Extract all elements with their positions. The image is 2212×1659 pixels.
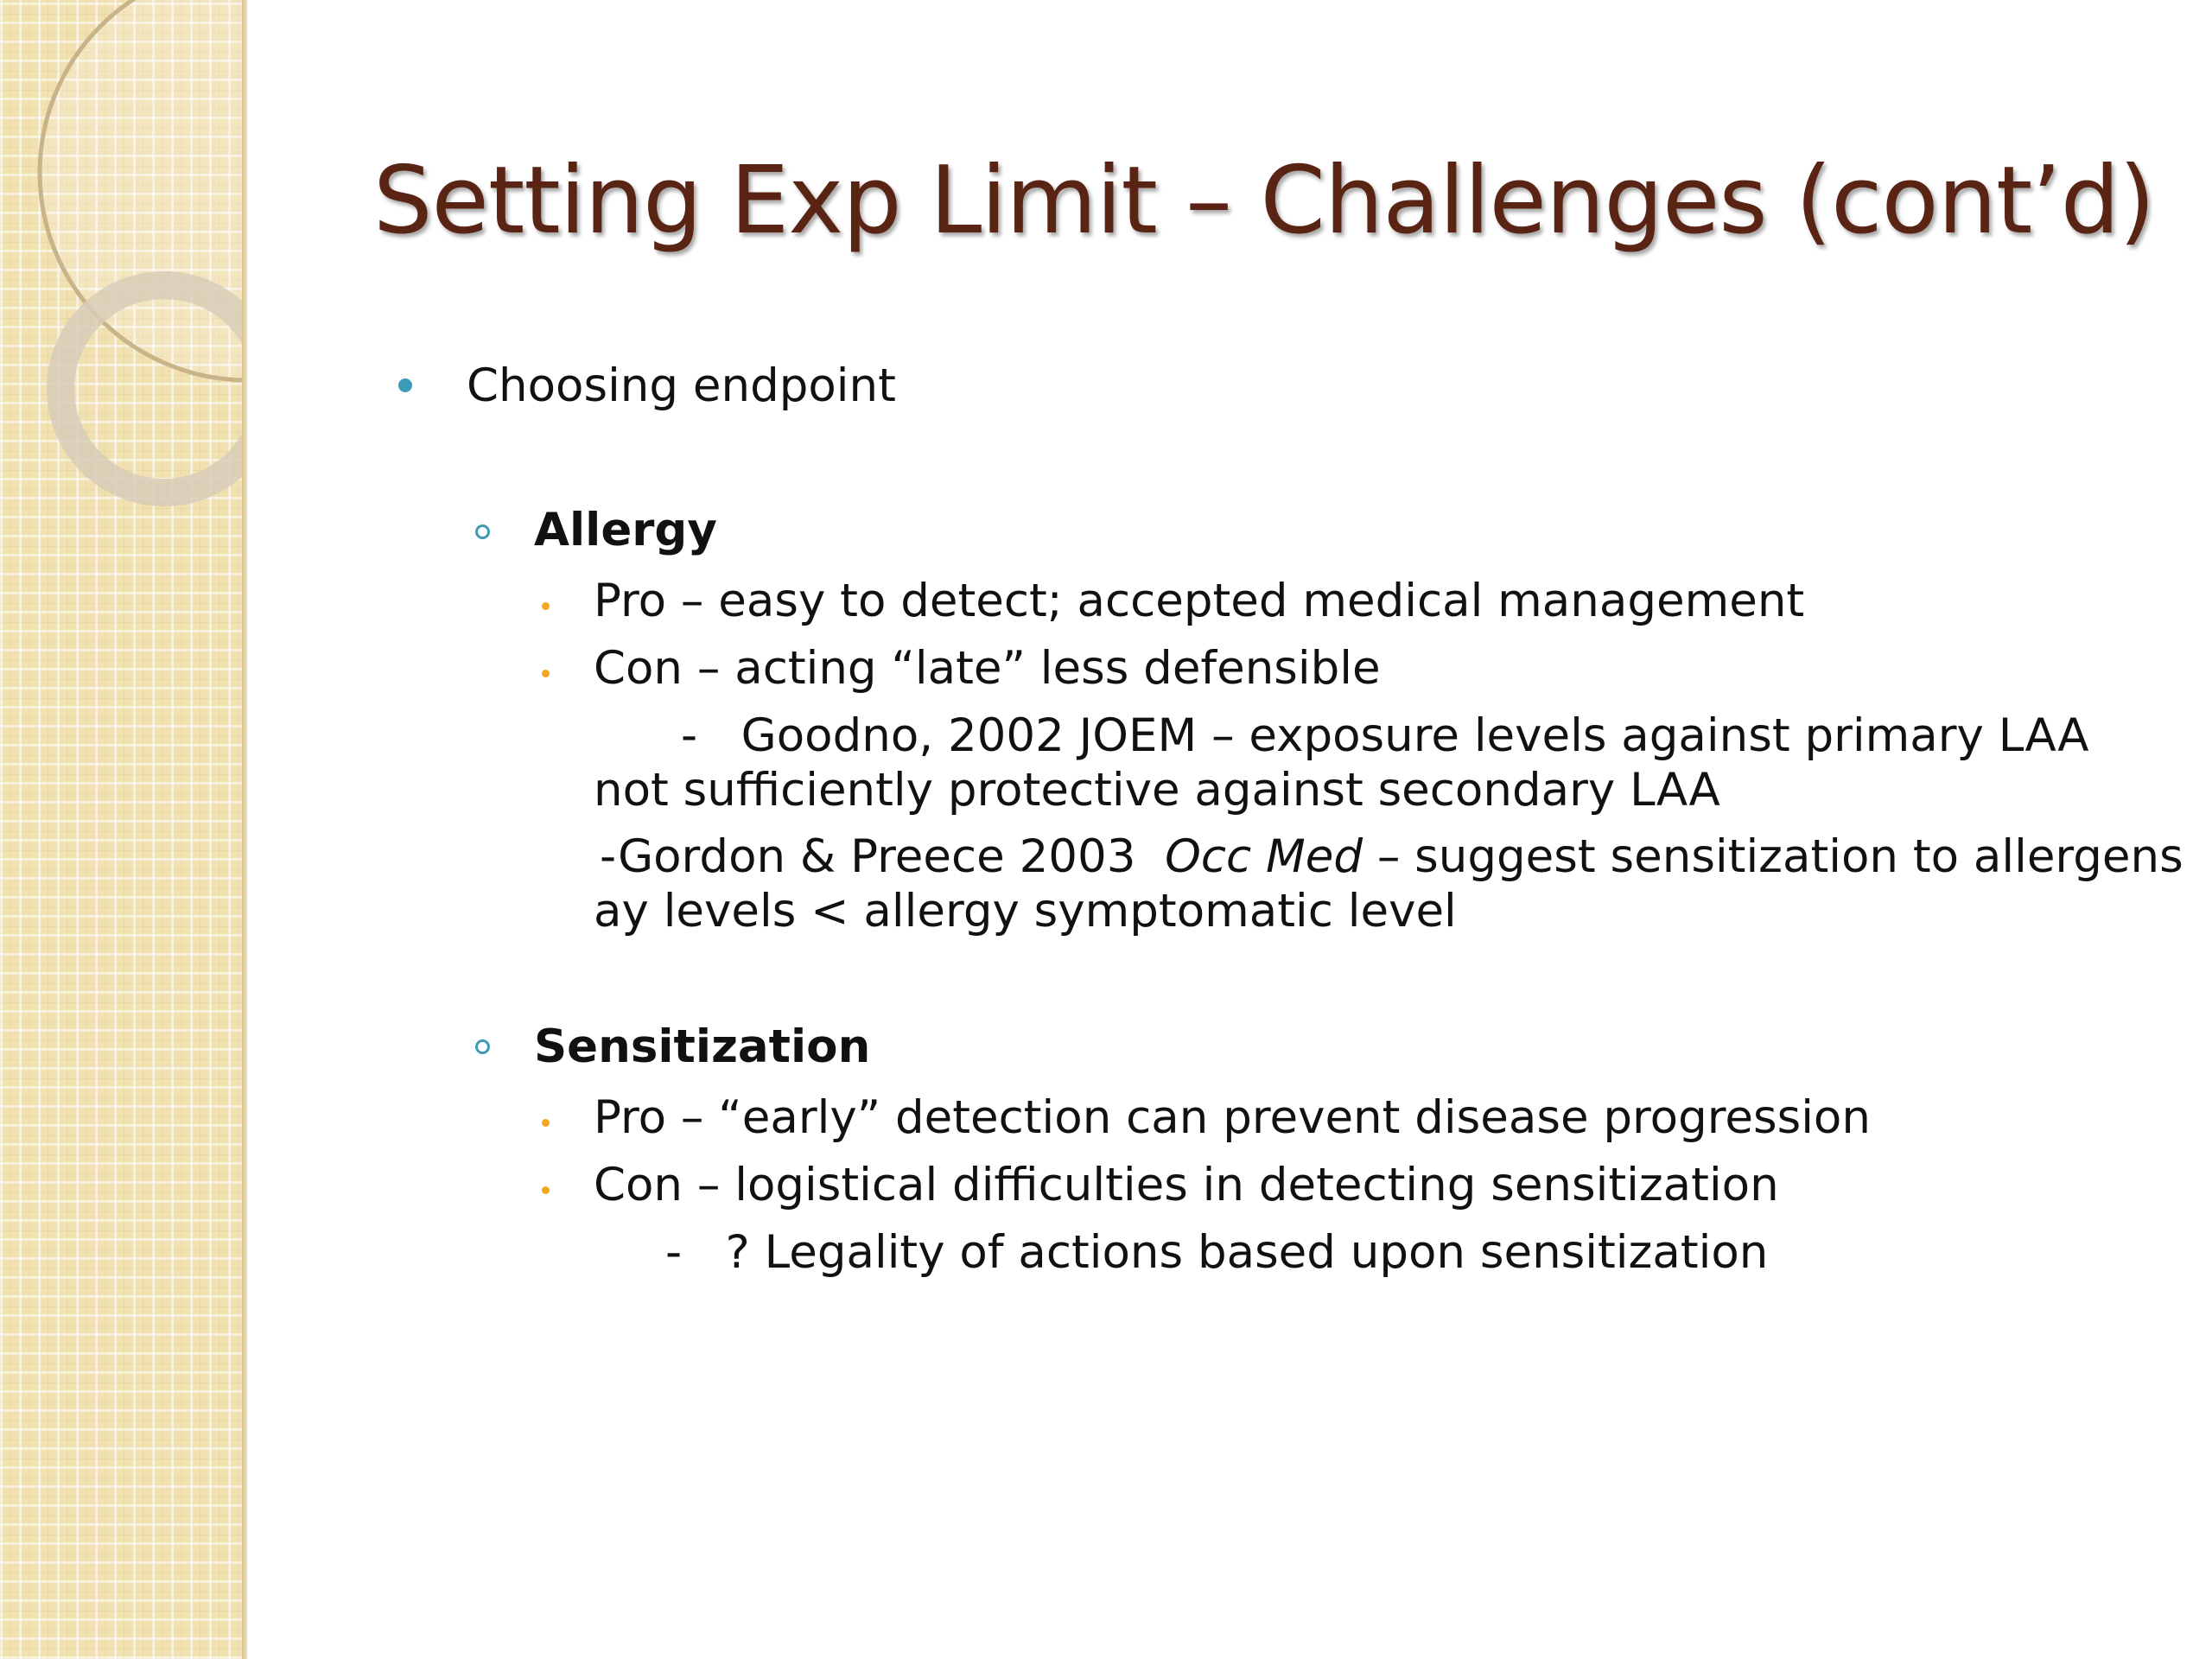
ring-bullet-icon: [475, 524, 490, 539]
sidebar-rings-graphic: [0, 0, 247, 1659]
small-bullet-icon: [542, 1119, 550, 1127]
sensitization-heading: Sensitization: [534, 1020, 871, 1073]
small-bullet-icon: [542, 1186, 550, 1194]
goodno-reference-line2: not sufficiently protective against secondary LAA: [594, 764, 1720, 817]
goodno-reference-line1: - Goodno, 2002 JOEM – exposure levels against primary LAA: [681, 709, 2089, 762]
sensitization-con-text: Con – logistical difficulties in detecting sensitization: [594, 1159, 1779, 1211]
slide-title: Setting Exp Limit – Challenges (cont’d): [373, 147, 2155, 255]
allergy-heading: Allergy: [534, 504, 717, 556]
allergy-pro-text: Pro – easy to detect; accepted medical management: [594, 575, 1805, 627]
choosing-endpoint-text: Choosing endpoint: [467, 359, 896, 412]
sidebar-edge: [242, 0, 247, 1659]
gordon-reference-authors: -Gordon & Preece 2003: [600, 830, 1136, 883]
sensitization-pro-text: Pro – “early” detection can prevent disease progression: [594, 1091, 1871, 1144]
gordon-reference-line1: [600, 830, 2183, 885]
legality-note: - ? Legality of actions based upon sensitization: [665, 1226, 1769, 1279]
bullet-dot-icon: [398, 378, 412, 392]
gordon-reference-line2: ay levels < allergy symptomatic level: [594, 885, 1457, 938]
decorative-sidebar: [0, 0, 247, 1659]
ring-bullet-icon: [475, 1039, 490, 1054]
small-bullet-icon: [542, 602, 550, 610]
occ-med-journal: Occ Med: [1165, 830, 1363, 883]
allergy-con-text: Con – acting “late” less defensible: [594, 642, 1381, 695]
gordon-reference-claim: – suggest sensitization to allergens: [1362, 830, 2183, 883]
small-bullet-icon: [542, 670, 550, 677]
